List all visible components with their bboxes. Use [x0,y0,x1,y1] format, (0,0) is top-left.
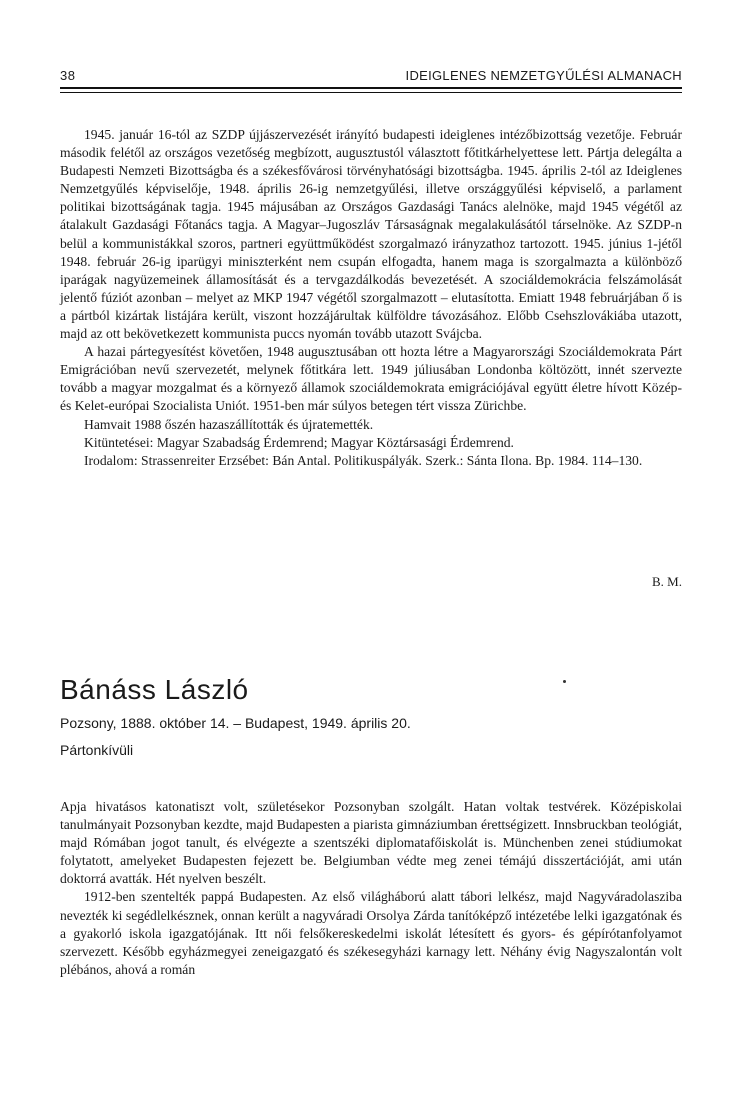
entry-name: Bánáss László [60,674,249,705]
header-rule-thin [60,92,682,93]
entry-paragraph: 1912-ben szentelték pappá Budapesten. Az első világháború alatt tábori lelkész, majd Nagyváradolasziba nevezték ki segédlelkésznek, onnan került a nagyváradi Orsolya Zárda tanítóképző intézetébe lelki igazgatónak és a gyakorló iskola igazgatójának. Itt női felsőkereskedelmi iskolát létesített és gyors- és gépírótanfolyamot szervezett. Később egyházmegyei zeneigazgató és székesegyházi karnagy lett. Néhány évig Nagyszalontán volt plébános, ahová a román [60,889,682,977]
previous-biography-text [60,126,682,470]
entry-paragraph: Apja hivatásos katonatiszt volt, születésekor Pozsonyban szolgált. Hatan voltak testvérek. Középiskolai tanulmányait Pozsonyban kezdte, majd Budapesten a piarista gimnáziumban érettségizett. Innsbruckban teológiát, majd Rómában jogot tanult, és elvégezte a szentszéki diplomatafőiskolát is. Münchenben zenei stúdiumokat folytatott, amelyeket Budapesten fejezett be. Belgiumban védte meg zenei témájú disszertációját, ami után doktorrá avatták. Hét nyelven beszélt. [60,799,682,887]
entry-birth-death: Pozsony, 1888. október 14. – Budapest, 1949. április 20. [60,715,411,731]
stray-dot [563,680,566,683]
entry-biography-text [60,798,682,979]
entry-party: Pártonkívüli [60,742,134,758]
biography-paragraph: Kitüntetései: Magyar Szabadság Érdemrend; Magyar Köztársasági Érdemrend. [84,434,514,450]
page-header [60,66,682,86]
header-rule-thick [60,87,682,89]
biography-paragraph: Irodalom: Strassenreiter Erzsébet: Bán Antal. Politikuspályák. Szerk.: Sánta Ilona. Bp. 1984. 114–130. [84,452,643,468]
running-title: IDEIGLENES NEMZETGYŰLÉSI ALMANACH [405,68,682,83]
page-number: 38 [60,68,76,83]
biography-paragraph: A hazai pártegyesítést követően, 1948 augusztusában ott hozta létre a Magyarországi Szociáldemokrata Párt Emigrációban nevű szervezetét, melynek főtitkára lett. 1949 júliusában Londonba költözött, innét szervezte tovább a magyar mozgalmat és a környező államok szociáldemokrata emigrációjával együtt életre hívott Közép- és Kelet-európai Szocialista Uniót. 1951-ben már súlyos betegen tért vissza Zürichbe. [60,344,682,414]
biography-paragraph: Hamvait 1988 őszén hazaszállították és újratemették. [84,416,374,432]
biography-paragraph: 1945. január 16-tól az SZDP újjászervezését irányító budapesti ideiglenes intézőbizottság vezetője. Február második felétől az országos vezetőség megbízott, augusztustól választott főtitkárhelyettese lett. Pártja delegálta a Budapesti Nemzeti Bizottságba és a székesfővárosi törvényhatósági bizottságba. 1945. április 2-tól az Ideiglenes Nemzetgyűlés képviselője, 1948. április 26-ig nemzetgyűlési, illetve országgyűlési képviselő, a parlament politikai bizottságának tagja. 1945 májusában az Országos Gazdasági Tanács alelnöke, majd 1945 végétől az átalakult Gazdasági Főtanács tagja. A Magyar–Jugoszláv Társaságnak megalakulásától társelnöke. Az SZDP-n belül a kommunistákkal szoros, partneri együttműködést szorgalmazó irányzathoz tartozott. 1945. június 1-jétől 1948. február 26-ig iparügyi miniszterként nem csupán elfogadta, hanem maga is szorgalmazta a különböző iparágak nagyüzemeinek államosítását és a tervgazdálkodás bevezetését. A szociáldemokrácia felszámolását jelentő fúziót azonban – melyet az MKP 1947 végétől szorgalmazott – elutasította. Emiatt 1948 februárjában ő is a pártból kizártak listájára került, viszont hozzájárultak külföldre távozásához. Előbb Csehszlovákiába utazott, majd az ott bekövetkezett kommunista puccs nyomán tovább utazott Svájcba. [60,127,682,342]
author-signature: B. M. [652,574,682,589]
